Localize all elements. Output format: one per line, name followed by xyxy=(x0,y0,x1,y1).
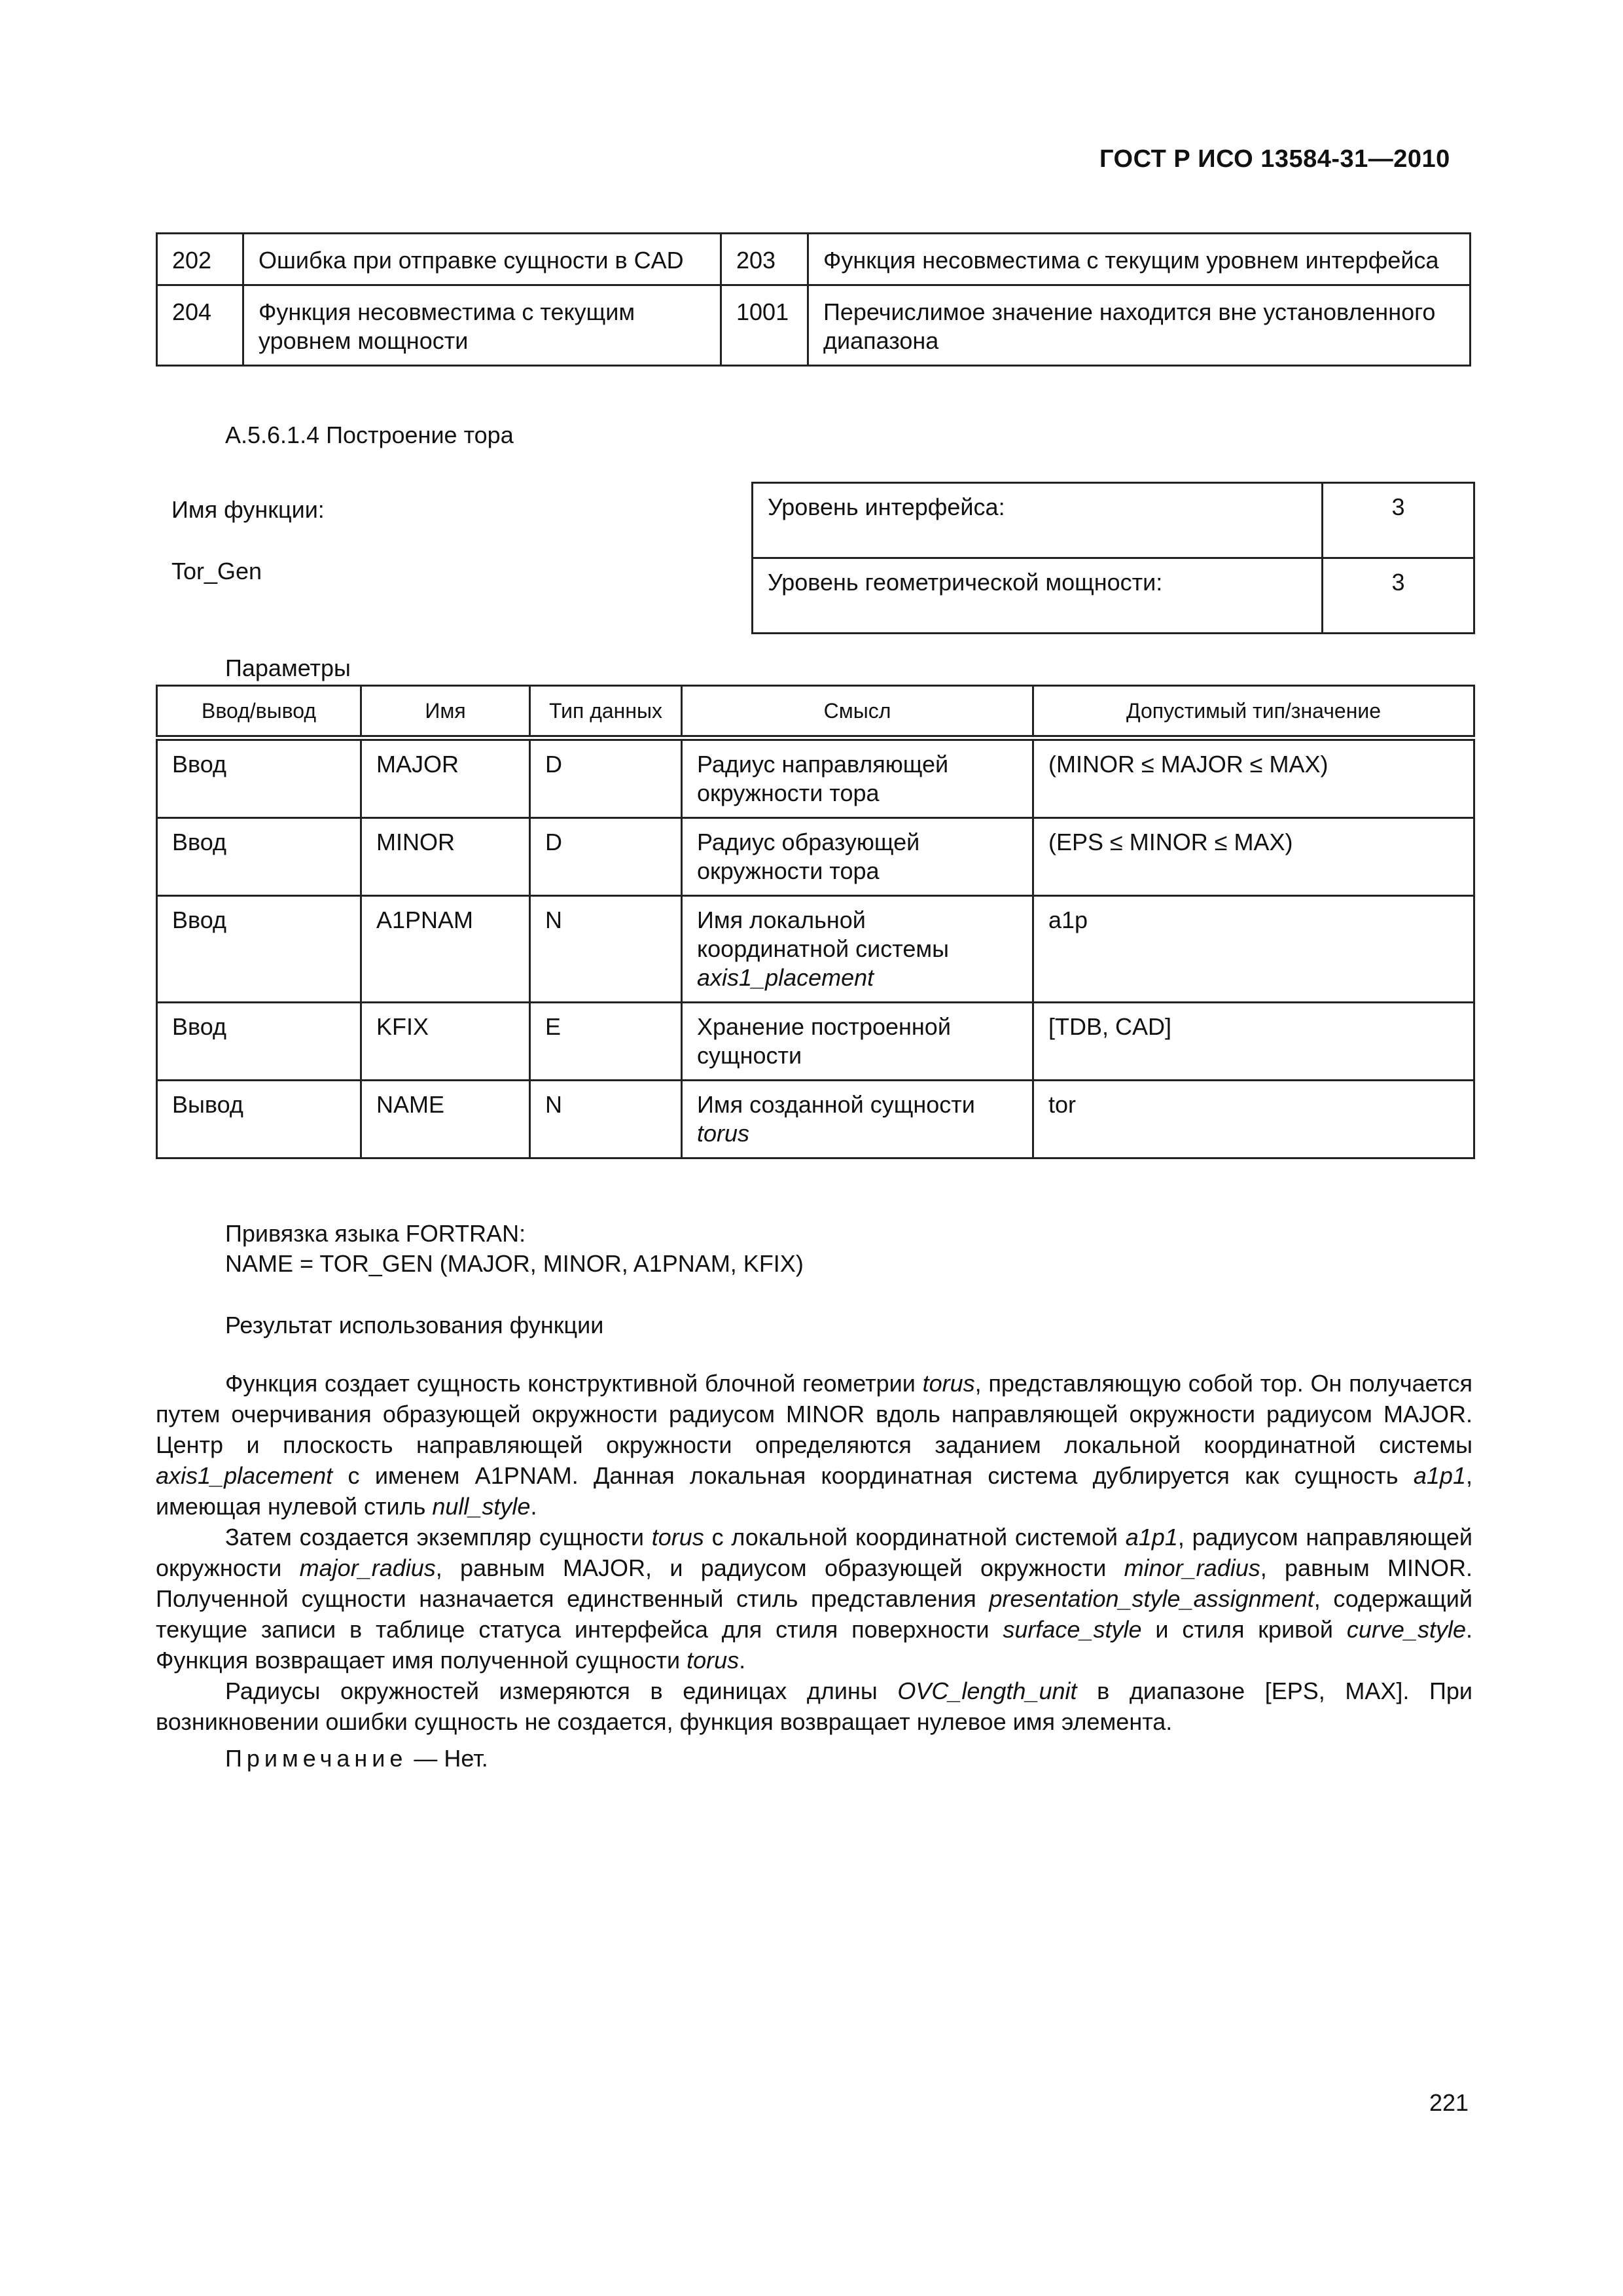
level-value: 3 xyxy=(1323,483,1474,558)
italic-term: torus xyxy=(687,1647,740,1674)
level-row xyxy=(753,483,1474,558)
function-name-label: Имя функции: xyxy=(171,496,325,523)
param-meaning-cell xyxy=(682,1081,1033,1158)
param-row xyxy=(157,738,1474,818)
param-name-cell: MAJOR xyxy=(361,738,530,818)
param-meaning-text: Имя созданной сущности xyxy=(697,1091,975,1118)
error-message-cell: Ошибка при отправке сущности в CAD xyxy=(243,234,721,285)
level-row xyxy=(753,558,1474,634)
italic-term: null_style xyxy=(432,1493,531,1520)
param-meaning-cell xyxy=(682,818,1033,896)
params-header-cell: Допустимый тип/значение xyxy=(1033,686,1474,738)
italic-term: axis1_placement xyxy=(156,1462,333,1489)
param-type-cell: D xyxy=(530,738,682,818)
italic-term: presentation_style_assignment xyxy=(989,1585,1314,1612)
note-label: Примечание xyxy=(225,1745,408,1772)
note-text: — Нет. xyxy=(407,1745,488,1772)
italic-term: OVC_length_unit xyxy=(897,1677,1077,1704)
error-codes-table xyxy=(156,232,1471,367)
page-number: 221 xyxy=(1429,2089,1469,2116)
italic-term: surface_style xyxy=(1003,1616,1142,1643)
param-row xyxy=(157,818,1474,896)
text-run: Функция создает сущность конструктивной блочной геометрии xyxy=(225,1370,923,1397)
param-type-cell: N xyxy=(530,1081,682,1158)
fortran-label: Привязка языка FORTRAN: xyxy=(225,1220,526,1247)
text-run: и стиля кривой xyxy=(1141,1616,1347,1643)
params-header-cell: Ввод/вывод xyxy=(157,686,361,738)
text-run: , радиусом направляющей окружности xyxy=(156,1524,1472,1581)
text-run: . Функция возвращает имя полученной сущности xyxy=(156,1616,1473,1674)
param-io-cell: Ввод xyxy=(157,896,361,1003)
text-run: , содержащий текущие записи в таблице статуса интерфейса для стиля поверхности xyxy=(156,1585,1472,1643)
italic-term: minor_radius xyxy=(1124,1554,1260,1581)
level-value: 3 xyxy=(1323,558,1474,634)
error-row xyxy=(157,285,1471,366)
levels-table xyxy=(751,482,1475,634)
param-row xyxy=(157,1003,1474,1081)
params-title: Параметры xyxy=(225,655,351,681)
param-meaning-cell xyxy=(682,896,1033,1003)
param-meaning-italic: torus xyxy=(697,1120,750,1147)
text-run: , равным MINOR. Полученной сущности назначается единственный стиль представления xyxy=(156,1554,1472,1612)
italic-term: major_radius xyxy=(299,1554,436,1581)
level-label: Уровень интерфейса: xyxy=(753,483,1323,558)
param-meaning-cell xyxy=(682,738,1033,818)
text-run: в диапазоне [EPS, MAX]. При возникновении ошибки сущность не создается, функция возвращает нулевое имя элемента. xyxy=(156,1677,1473,1735)
param-name-cell: MINOR xyxy=(361,818,530,896)
param-row xyxy=(157,1081,1474,1158)
note xyxy=(225,1744,488,1774)
param-io-cell: Ввод xyxy=(157,1003,361,1081)
param-meaning-cell xyxy=(682,1003,1033,1081)
param-meaning-text: Радиус направляющей окружности тора xyxy=(697,751,949,806)
section-title: А.5.6.1.4 Построение тора xyxy=(225,422,514,448)
text-run: , представляющую собой тор. Он получается путем очерчивания образующей окружности радиусом MINOR вдоль направляющей окружности радиусом MAJOR. Центр и плоскость направляющей окружности определяются заданием локальной координатной системы xyxy=(156,1370,1473,1458)
error-row xyxy=(157,234,1471,285)
param-allowed-cell: (MINOR ≤ MAJOR ≤ MAX) xyxy=(1033,738,1474,818)
param-meaning-text: Радиус образующей окружности тора xyxy=(697,829,920,884)
error-code-cell: 204 xyxy=(157,285,243,366)
text-run: Затем создается экземпляр сущности xyxy=(225,1524,652,1551)
paragraph-3 xyxy=(156,1676,1472,1737)
param-type-cell: N xyxy=(530,896,682,1003)
param-meaning-text: Хранение построенной сущности xyxy=(697,1013,951,1069)
text-run: . xyxy=(739,1647,746,1674)
param-meaning-text: Имя локальной координатной системы xyxy=(697,906,949,962)
text-run: , имеющая нулевой стиль xyxy=(156,1462,1472,1520)
param-type-cell: E xyxy=(530,1003,682,1081)
param-io-cell: Ввод xyxy=(157,818,361,896)
param-name-cell: KFIX xyxy=(361,1003,530,1081)
error-message-cell: Функция несовместима с текущим уровнем интерфейса xyxy=(808,234,1471,285)
param-io-cell: Ввод xyxy=(157,738,361,818)
result-title: Результат использования функции xyxy=(225,1312,604,1338)
fortran-code: NAME = TOR_GEN (MAJOR, MINOR, A1PNAM, KFIX) xyxy=(225,1250,804,1277)
param-allowed-cell: a1p xyxy=(1033,896,1474,1003)
param-io-cell: Вывод xyxy=(157,1081,361,1158)
param-name-cell: A1PNAM xyxy=(361,896,530,1003)
param-allowed-cell: tor xyxy=(1033,1081,1474,1158)
param-type-cell: D xyxy=(530,818,682,896)
description-text xyxy=(156,1368,1472,1737)
error-code-cell: 1001 xyxy=(721,285,808,366)
params-header-cell: Смысл xyxy=(682,686,1033,738)
error-message-cell: Функция несовместима с текущим уровнем мощности xyxy=(243,285,721,366)
text-run: , равным MAJOR, и радиусом образующей окружности xyxy=(435,1554,1124,1581)
italic-term: torus xyxy=(651,1524,704,1551)
level-label: Уровень геометрической мощности: xyxy=(753,558,1323,634)
param-allowed-cell: (EPS ≤ MINOR ≤ MAX) xyxy=(1033,818,1474,896)
paragraph-2 xyxy=(156,1522,1472,1676)
function-name: Tor_Gen xyxy=(171,558,262,584)
paragraph-1 xyxy=(156,1368,1472,1522)
text-run: с именем A1PNAM. Данная локальная координатная система дублируется как сущность xyxy=(332,1462,1414,1489)
text-run: с локальной координатной системой xyxy=(704,1524,1126,1551)
param-row xyxy=(157,896,1474,1003)
param-name-cell: NAME xyxy=(361,1081,530,1158)
standard-header: ГОСТ Р ИСО 13584-31—2010 xyxy=(1099,145,1450,173)
param-allowed-cell: [TDB, CAD] xyxy=(1033,1003,1474,1081)
italic-term: torus xyxy=(922,1370,975,1397)
error-message-cell: Перечислимое значение находится вне установленного диапазона xyxy=(808,285,1471,366)
error-code-cell: 203 xyxy=(721,234,808,285)
text-run: . xyxy=(530,1493,537,1520)
error-code-cell: 202 xyxy=(157,234,243,285)
params-header-cell: Имя xyxy=(361,686,530,738)
text-run: Радиусы окружностей измеряются в единицах длины xyxy=(225,1677,898,1704)
parameters-table xyxy=(156,685,1475,1159)
param-meaning-italic: axis1_placement xyxy=(697,964,874,991)
italic-term: a1p1 xyxy=(1413,1462,1466,1489)
italic-term: curve_style xyxy=(1346,1616,1466,1643)
italic-term: a1p1 xyxy=(1125,1524,1178,1551)
params-header-cell: Тип данных xyxy=(530,686,682,738)
